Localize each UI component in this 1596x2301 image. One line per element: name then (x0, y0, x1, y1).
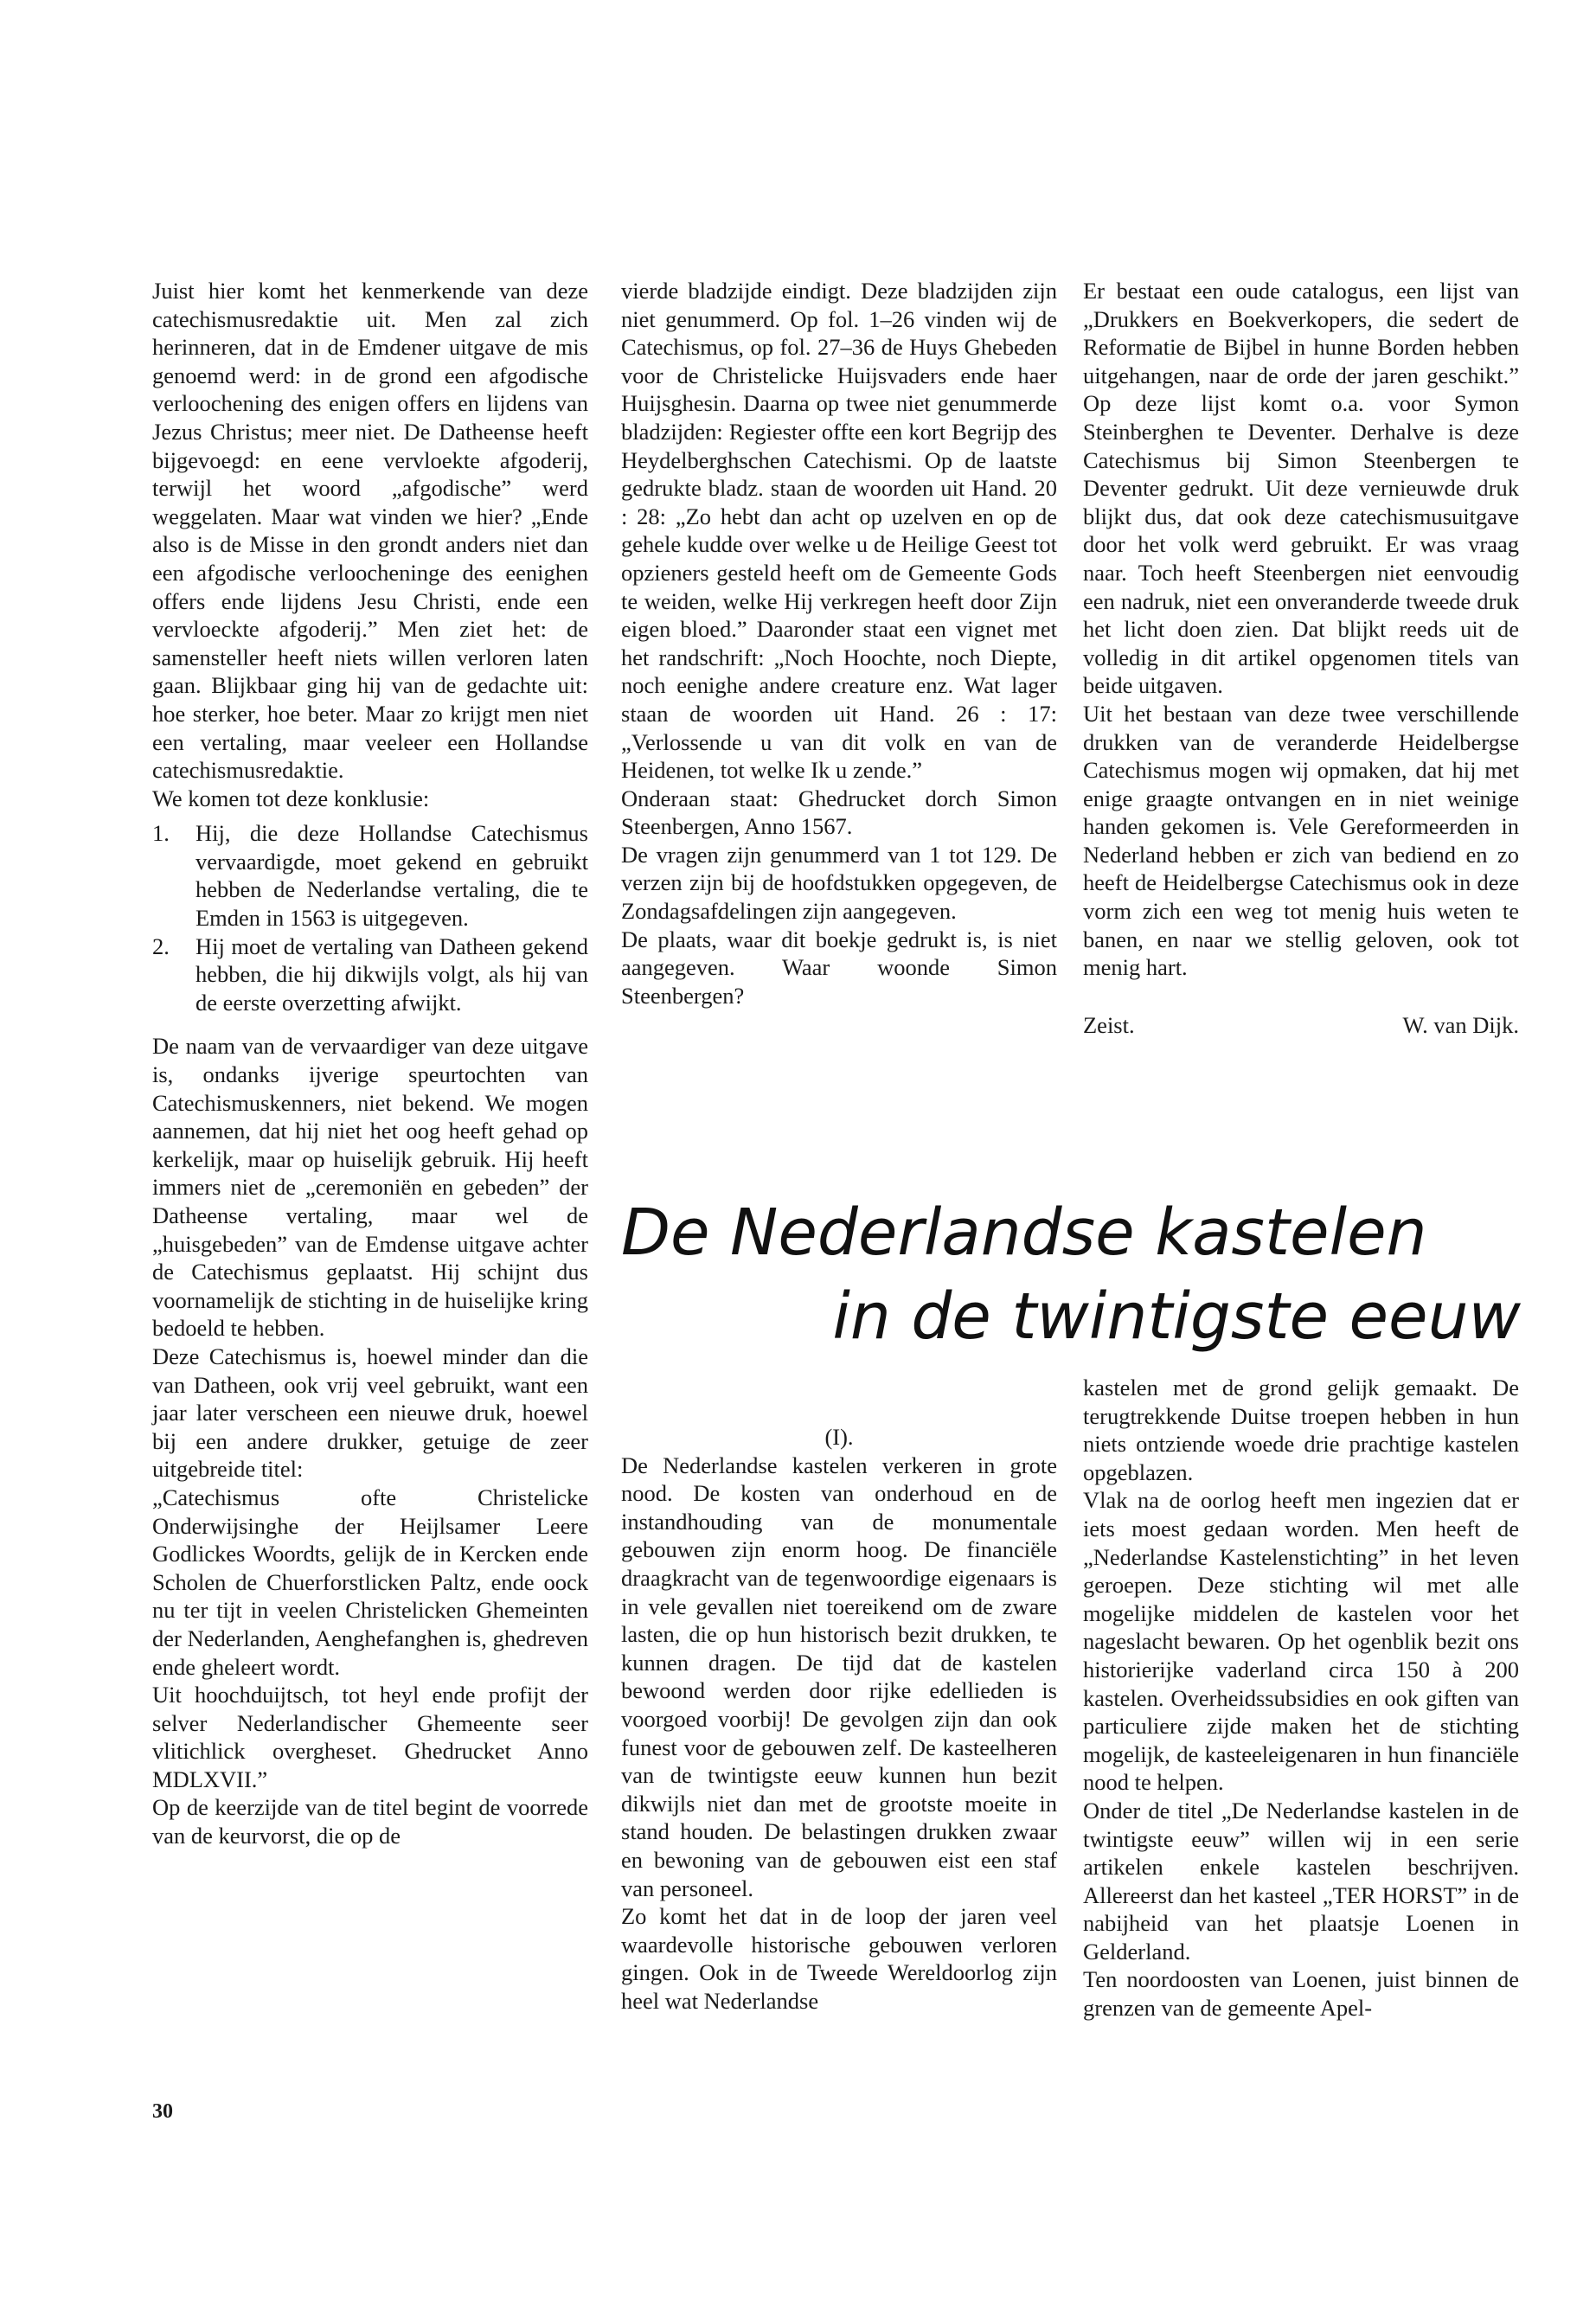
castles-paragraph-3: kastelen met de grond gelijk gemaakt. De terugtrekkende Duitse troepen hebben in hun niets ontziende woede drie prachtige kastelen opgeblazen. (1083, 1375, 1519, 1485)
catechism-intro-paragraph: Juist hier komt het kenmerkende van deze catechismusredaktie uit. Men zal zich herinneren, dat in de Emdener uitgave de mis genoemd werd: in de grond een afgodische verloochening des enigen offers en lijdens van Jezus Christus; meer niet. De Datheense heeft bijgevoegd: en eene vervloekte afgoderij, terwijl het woord „afgodische” werd weggelaten. Maar wat vinden we hier? „Ende also is de Misse in den grondt anders niet dan een afgodische verloocheninge des eenighen offers ende lijdens Jesu Christi, ende een vervloeckte afgoderij.” Men ziet het: de samensteller heeft niets willen verloren laten gaan. Blijkbaar ging hij van de gedachte uit: hoe sterker, hoe beter. Maar zo krijgt men niet een vertaling, maar veeleer een Hollandse catechismusredaktie. (152, 278, 588, 784)
signature-place: Zeist. (1083, 1011, 1135, 1038)
castles-column-left (621, 1423, 1057, 2015)
catalogue-paragraph: Er bestaat een oude catalogus, een lijst van „Drukkers en Boekverkopers, die sedert de Reformatie de Bijbel in hunne Borden hebben uitgehangen, naar de orde der jaren geschikt.” Op deze lijst komt o.a. voor Symon Steinberghen te Deventer. Derhalve is deze Catechismus bij Simon Steenbergen te Deventer gedrukt. Uit deze vernieuwde druk blijkt dus, dat ook deze catechismusuitgave door het volk werd gebruikt. Er was vraag naar. Toch heeft Steenbergen niet eenvoudig een nadruk, niet een onveranderde tweede druk het licht doen zien. Dat blijkt reeds uit de volledig in dit artikel opgenomen titels van beide uitgaven. (1083, 278, 1519, 699)
questions-paragraph: De vragen zijn genummerd van 1 tot 129. De verzen zijn bij de hoofdstukken opgegeven, de Zondagsafdelingen zijn aangegeven. (621, 841, 1057, 925)
list-text: Hij moet de vertaling van Datheen gekend hebben, die hij dikwijls volgt, als hij van de eerste overzetting afwijkt. (195, 933, 588, 1016)
list-number: 1. (152, 820, 170, 847)
article-headline-line-1: De Nederlandse kastelen (621, 1195, 1427, 1270)
title-quote-continued: Uit hoochduijtsch, tot heyl ende profijt der selver Nederlandischer Ghemeente seer vlitichlick overgheset. Ghedrucket Anno MDLXVII.” (152, 1682, 588, 1792)
castles-paragraph-1: De Nederlandse kastelen verkeren in grote nood. De kosten van onderhoud en de instandhouding van de monumentale gebouwen zijn enorm hoog. De financiële draagkracht van de tegenwoordige eigenaars is in vele gevallen niet toereikend om de zware lasten, die op hun historisch bezit drukken, te kunnen dragen. De tijd dat de kastelen bewoond werden door rijke edellieden is voorgoed voorbij! De gevolgen zijn dan ook funest voor de gebouwen zelf. De kasteelheren van de twintigste eeuw kunnen hun bezit dikwijls niet dan met de grootste moeite in stand houden. De belastingen drukken zwaar en bewoning van de gebouwen eist een staf van personeel. (621, 1452, 1057, 1901)
conclusion-list (152, 819, 588, 1016)
list-number: 2. (152, 933, 170, 959)
page-number: 30 (152, 2100, 173, 2123)
closing-paragraph: Uit het bestaan van deze twee verschillende drukken van de veranderde Heidelbergse Catechismus mogen wij opmaken, dat hij met enige graagte ontvangen en in niet weinige handen gekomen is. Vele Gereformeerden in Nederland hebben er zich van bediend en zo heeft de Heidelbergse Catechismus ook in deze vorm zich een weg tot menig huis weten te banen, en naar we stellig geloven, ook tot menig hart. (1083, 700, 1519, 981)
imprint-paragraph: Onderaan staat: Ghedrucket dorch Simon Steenbergen, Anno 1567. (621, 785, 1057, 840)
castles-column-right (1083, 1374, 1519, 2022)
list-item (152, 819, 588, 932)
signature-author: W. van Dijk. (1402, 1011, 1519, 1038)
reprint-paragraph: Deze Catechismus is, hoewel minder dan die van Datheen, ook vrij veel gebruikt, want een jaar later verscheen een nieuwe druk, hoewel bij een andere drukker, getuige de zeer uitgebreide titel: (152, 1343, 588, 1483)
column-2 (621, 277, 1057, 1009)
castles-paragraph-4: Vlak na de oorlog heeft men ingezien dat er iets moest gedaan worden. Men heeft de „Nederlandse Kastelenstichting” in het leven geroepen. Deze stichting wil met alle mogelijke middelen de kastelen voor het nageslacht bewaren. Op het ogenblik bezit ons historierijke vaderland circa 150 à 200 kastelen. Overheidssubsidies en ook giften van particuliere zijde maken het de stichting mogelijk, de kasteeleigenaren in hun financiële nood te helpen. (1083, 1487, 1519, 1796)
place-paragraph: De plaats, waar dit boekje gedrukt is, is niet aangegeven. Waar woonde Simon Steenbergen? (621, 926, 1057, 1009)
list-text: Hij, die deze Hollandse Catechismus vervaardigde, moet gekend en gebruikt hebben de Nederlandse vertaling, die te Emden in 1563 is uitgegeven. (195, 820, 588, 932)
column-3 (1083, 277, 1519, 1039)
title-quote: „Catechismus ofte Christelicke Onderwijsinghe der Heijlsamer Leere Godlickes Woordts, gelijk de in Kercken ende Scholen de Chuerforstlicken Paltz, ende oock nu ter tijt in veelen Christelicken Ghemeinten der Nederlanden, Aenghefanghen is, ghedreven ende gheleert wordt. (152, 1484, 588, 1680)
castles-paragraph-5: Onder de titel „De Nederlandse kastelen in de twintigste eeuw” willen wij in een serie artikelen enkele kastelen beschrijven. Allereerst dan het kasteel „TER HORST” in de nabijheid van het plaatsje Loenen in Gelderland. (1083, 1797, 1519, 1965)
verso-paragraph: Op de keerzijde van de titel begint de voorrede van de keurvorst, die op de (152, 1794, 588, 1849)
pages-paragraph: vierde bladzijde eindigt. Deze bladzijden zijn niet genummerd. Op fol. 1–26 vinden wij de Catechismus, op fol. 27–36 de Huys Ghebeden voor de Christelicke Huijsvaders ende haer Huijsghesin. Daarna op twee niet genummerde bladzijden: Regiester offte een kort Begrijp des Heydelberghschen Catechismi. Op de laatste gedrukte bladz. staan de woorden uit Hand. 20 : 28: „Zo hebt dan acht op uzelven en op de gehele kudde over welke u de Heilige Geest tot opzieners gesteld heeft om de Gemeente Gods te weiden, welke Hij verkregen heeft door Zijn eigen bloed.” Daaronder staat een vignet met het randschrift: „Noch Hoochte, noch Diepte, noch eenighe andere creature enz. Wat lager staan de woorden uit Hand. 26 : 17: „Verlossende u van dit volk en van de Heidenen, tot welke Ik u zende.” (621, 278, 1057, 784)
castles-paragraph-6: Ten noordoosten van Loenen, juist binnen de grenzen van de gemeente Apel- (1083, 1966, 1519, 2022)
list-item (152, 933, 588, 1017)
signature-line (1083, 1011, 1519, 1040)
article-headline-line-2: in de twintigste eeuw (832, 1279, 1521, 1354)
author-unknown-paragraph: De naam van de vervaardiger van deze uitgave is, ondanks ijverige speurtochten van Catechismuskenners, niet bekend. We mogen aannemen, dat hij niet het oog heeft gehad op kerkelijk, maar op huiselijk gebruik. Hij heeft immers niet de „ceremoniën en gebeden” der Datheense vertaling, maar wel de „huisgebeden” van de Emdense uitgave achter de Catechismus geplaatst. Hij schijnt dus voornamelijk de stichting in de huiselijke kring bedoeld te hebben. (152, 1033, 588, 1342)
castles-paragraph-2: Zo komt het dat in de loop der jaren veel waardevolle historische gebouwen verloren gingen. Ook in de Tweede Wereldoorlog zijn heel wat Nederlandse (621, 1903, 1057, 2014)
column-1 (152, 277, 588, 1850)
conclusion-lead: We komen tot deze konklusie: (152, 785, 430, 811)
article-part-number: (I). (824, 1424, 854, 1450)
